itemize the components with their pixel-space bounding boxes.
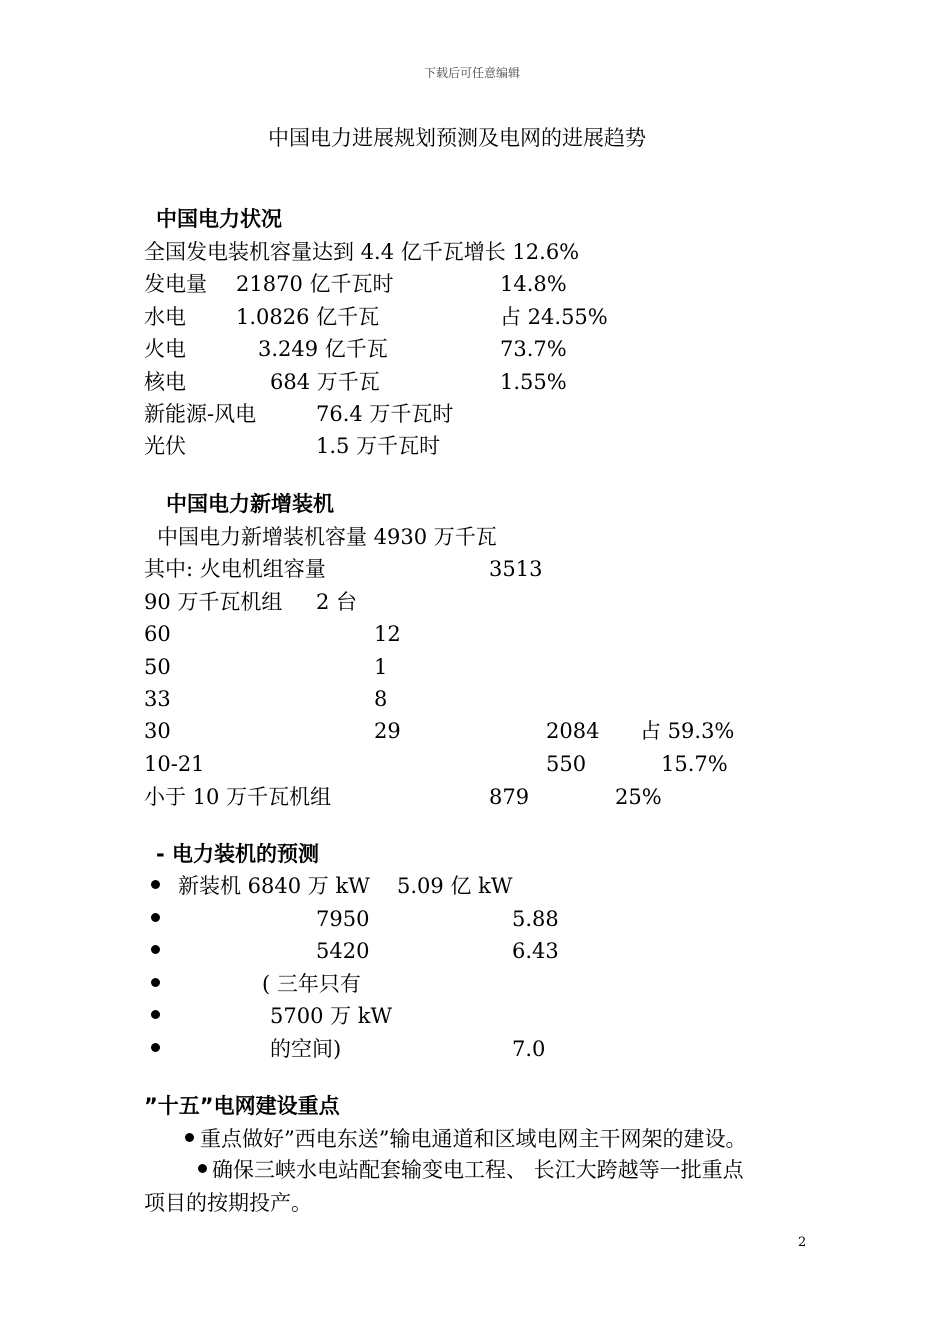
document-title: 中国电力进展规划预测及电网的进展趋势 [268,126,646,150]
stat-percent: 1.55% [500,370,567,394]
stat-value: 684 万千瓦 [270,370,380,394]
forecast-total: 5.88 [512,907,559,931]
unit-row-capacity: 550 [546,752,587,776]
priority-item: 确保三峡水电站配套输变电工程、 长江大跨越等一批重点 [212,1158,744,1182]
unit-row-label: 33 [144,687,171,711]
forecast-total: 5.09 亿 kW [397,874,513,898]
unit-row-value: 3513 [489,557,543,581]
unit-row-share: 25% [615,785,662,809]
section-heading-new-capacity: 中国电力新增装机 [166,492,334,516]
stat-value: 21870 亿千瓦时 [236,272,394,296]
new-capacity-intro: 中国电力新增装机容量 4930 万千瓦 [157,525,497,549]
bullet-icon [151,978,160,987]
unit-row-label: 60 [144,622,171,646]
stat-percent: 14.8% [500,272,567,296]
forecast-item: ( 三年只有 [262,972,361,996]
stat-percent: 73.7% [500,337,567,361]
bullet-icon [185,1133,194,1142]
stat-label: 发电量 [144,272,207,296]
unit-row-count: 12 [374,622,401,646]
unit-row-capacity: 879 [489,785,530,809]
unit-row-label: 30 [144,719,171,743]
page-number: 2 [798,1235,807,1250]
section-heading-grid-priorities: ”十五”电网建设重点 [144,1094,340,1118]
bullet-icon [151,1043,160,1052]
forecast-item: 的空间) [270,1037,342,1061]
page-header: 下载后可任意编辑 [424,66,521,80]
stat-label: 火电 [144,337,186,361]
unit-row-share: 占 59.3% [640,719,735,743]
stat-label: 光伏 [144,434,186,458]
stat-value: 76.4 万千瓦时 [316,402,454,426]
bullet-icon [151,945,160,954]
stat-percent: 占 24.55% [500,305,608,329]
unit-row-count: 8 [374,687,388,711]
forecast-item: 5700 万 kW [270,1004,393,1028]
unit-row-share: 15.7% [661,752,728,776]
unit-row-label: 其中: 火电机组容量 [144,557,326,581]
section-heading-forecast: - 电力装机的预测 [156,842,320,866]
stat-value: 3.249 亿千瓦 [258,337,388,361]
stat-label: 水电 [144,305,186,329]
stat-label: 新能源-风电 [144,402,257,426]
unit-row-capacity: 2084 [546,719,600,743]
priority-item: 重点做好”西电东送”输电通道和区域电网主干网架的建设。 [200,1127,747,1151]
forecast-total: 6.43 [512,939,559,963]
section-heading-power-status: 中国电力状况 [156,207,282,231]
unit-row-label: 50 [144,655,171,679]
bullet-icon [151,1010,160,1019]
unit-row-count: 2 台 [316,590,358,614]
unit-row-label: 90 万千瓦机组 [144,590,283,614]
unit-row-label: 小于 10 万千瓦机组 [144,785,332,809]
stat-line: 全国发电装机容量达到 4.4 亿千瓦增长 12.6% [144,240,580,264]
bullet-icon [198,1164,207,1173]
forecast-item: 新装机 6840 万 kW [178,874,370,898]
priority-item-continuation: 项目的按期投产。 [144,1191,312,1215]
stat-label: 核电 [144,370,186,394]
bullet-icon [151,880,160,889]
stat-value: 1.5 万千瓦时 [316,434,441,458]
bullet-icon [151,913,160,922]
unit-row-count: 29 [374,719,401,743]
unit-row-label: 10-21 [144,752,205,776]
forecast-item: 5420 [316,939,370,963]
stat-value: 1.0826 亿千瓦 [236,305,380,329]
unit-row-count: 1 [374,655,388,679]
forecast-total: 7.0 [512,1037,546,1061]
forecast-item: 7950 [316,907,370,931]
